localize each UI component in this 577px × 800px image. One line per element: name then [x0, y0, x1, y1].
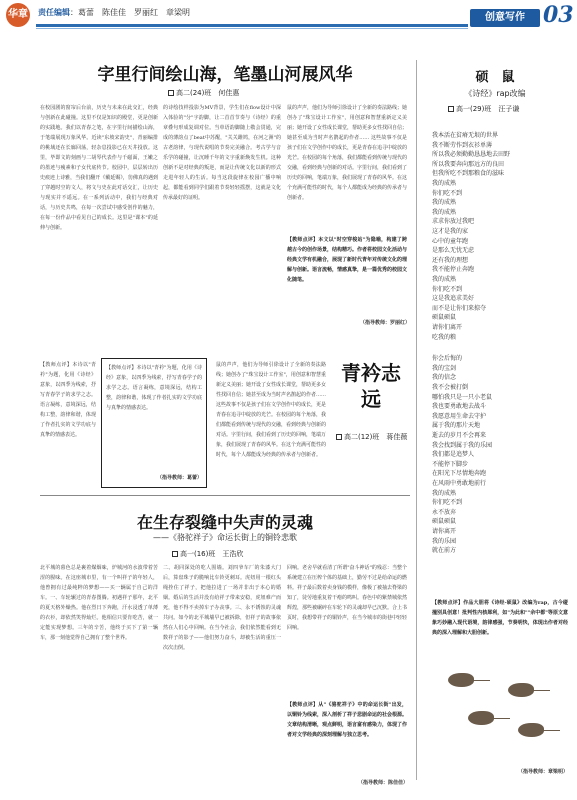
poem-line: 硕鼠硕鼠 [432, 518, 457, 526]
poem-line: 我不能停止奔跑 [432, 266, 475, 274]
poem-line: 但我所吃不到那粮食的滋味 [432, 170, 505, 178]
poem-line: 我的宝剑 [432, 364, 457, 372]
poem-line: 我也要勇敢地去战斗 [432, 403, 487, 411]
article3-column-2: 二、胡同深处的吃人围墙。刘四爷车厂的朱漆大门后，算盘珠子的脆响比车铃更刺耳。虎妞用一根红头绳拴住了祥子，把他拉进了一场并非出于本心的婚姻。婚后的生活并没有给祥子带来安稳，虎妞难产而死，他不得不卖掉车子办丧事。三、永不锈蚀的灵魂共问。如今的北平城墙早已被拆除，但祥子的故事依然在人们心中回响。在当今社会，我们依然能看到无数祥子的影子——他们努力奋斗，却被生活的重压一次次击倒。 [163, 565, 281, 651]
poem-line: 我的成熟 [432, 208, 457, 216]
article3-column-1: 北平城的暮色总是裹着煤烟味，炉城河的水波带着苦涩的腥味。在这座城市里，有一个叫祥子的年轻人，他曾拥有过最纯粹的梦想——买一辆属于自己的洋车。一、车轮辗过的青春图腾。初遇祥子那年，北平的夏天格外燥热。他在烈日下奔跑，汗水浸透了单薄的衣衫，却依然笑得灿烂。他相信只要肯吃苦，就一定能实现梦想。三年的辛苦，他终于买下了第一辆车，那一刻他觉得自己拥有了整个世界。 [40, 565, 158, 641]
poem-line: 我不会被打倒 [432, 384, 469, 391]
poem-line: 我不断劳作到衣衫单薄 [432, 141, 493, 149]
poem-line: 而不是让你们来掠夺 [432, 304, 487, 312]
article1-byline [168, 88, 239, 98]
poem-line: 这才是我的家 [432, 228, 469, 235]
poem-byline-text: 高一(29)班 汪子谦 [456, 105, 520, 113]
poem-line: 你会后悔的 [432, 355, 463, 363]
poem-line: 你们吃不到 [432, 285, 463, 293]
article2-poem-text: 鼠的声声，他们为导师引徐设计了全新的奏法路线；她创办了"珠宝设计工作室"，用创意和智慧重新定义美丽；她开设了女性成长课堂，帮助更多女性找回自信；她甚至成为当时声名鹊起的作者…… 这些故事不仅是孩子们在文学创作中的成长，更是青春在追寻中绽放的光芒。在校园的每个角落，我们都能看到传统与现代的交融，看到经典与创新的对话。字里行间，我们看到了历史的回响，笔端万象，我们展现了青春的风华。在这个充满可能性的时代，每个人都能成为经典的传承者与创新者。 [216, 362, 326, 458]
article1-title: 字里行间绘山海，笔墨山河展风华 [97, 65, 353, 85]
rat-icon [508, 683, 534, 697]
poem-line: 吃我的粮 [432, 333, 457, 341]
poem-line: 我的成熟 [432, 276, 457, 283]
poem-line: 所以我必须勤勤恳恳地去田野 [432, 151, 511, 159]
poem-line: 所以我要奔向那远方的良田 [432, 160, 505, 168]
poem-line: 在阳光下尽情地奔跑 [432, 470, 487, 478]
article1-byline-text: 高二(24)班 何佳惠 [176, 89, 240, 97]
article1-column-2: 的诗绘技样投影为MV背景，学生们在flow设计中深入体验的"分"字韵脚，让二首首节奏与《诗经》的重章叠句形成复调对位。当单语韵脚随上敬会贯通，完成的薄韵点了beat中苏醒，"关关雎鸠，在河之洲"的古老韵律，与现代说唱的节奏完美融合。考古学与音乐学的碰撞，让沉睡千年的文字重新焕发生机。这种创新不是对经典的叛逆，而是让传统文化以新的形式走进年轻人的生活。每当这段旋律在校园广播中响起，都能看到同学们跟着节奏轻轻摇摆，这就是文化传承最好的证明。 [163, 105, 281, 201]
poem-line: 求求你放过我吧 [432, 218, 475, 226]
article3-title: 在生存裂缝中失声的灵魂 [136, 513, 313, 532]
rat-icon [518, 723, 544, 737]
article3-byline [172, 549, 243, 559]
poem-line: 逝去的岁月不会再来 [432, 432, 487, 439]
header-rule [36, 24, 468, 27]
poem-line: 我的成熟 [432, 180, 457, 187]
poem-line: 永不放弃 [432, 508, 457, 516]
poem-line: 是那么无忧无虑 [432, 247, 475, 255]
article3-column-3: 回响。老舍早就看清了所谓"奋斗神话"的残忍：当整个系统建立在压榨个体的基础上，勤劳不过是给命运的燃料。祥子最后数着卖身钱的模样，像极了被抽去脊梁的知了，徒劳地重复着干瘪的鸣叫。春色中的紫禁城依然辉煌，那些被碾碎在车轮下的灵魂却早已沉默。合上书页时，我想带祥子的铜铃声，在当今城市的街巷中轻轻回响。 [287, 565, 407, 631]
poem-line: 你们吃不到 [432, 189, 463, 197]
poem-line: 请你离开 [432, 528, 457, 535]
poem-line: 还有我的理想 [432, 256, 469, 264]
article1-teacher-name: （指导教师：罗丽红） [359, 320, 410, 326]
page-header [0, 0, 577, 30]
editors-label: 责任编辑 [38, 8, 70, 17]
article2-comment-text: 【教师点评】本诗以"青衿"为题，化用《诗经》意象，以四季为线索，抒写青春学子的求学之志。语言凝练，意境深远，结构工整，韵律和谐，体现了作者扎实的文学功底与真挚的情感表达。 [106, 365, 202, 411]
newspaper-logo: 华章 [6, 3, 30, 27]
poem-line: 我的信念 [432, 374, 457, 382]
article3-subtitle: ——《骆驼祥子》命运长街上的铜铃悲歌 [153, 533, 297, 542]
article1-column-3: 鼠的声声，他们为导师引徐设计了全新的奏法路线；她创办了"珠宝设计工作室"，用创意和智慧重新定义美丽；她开设了女性成长课堂，帮助更多女性找回自信；她甚至成为当时声名鹊起的作者…… 这些故事不仅是孩子们在文学创作中的成长，更是青春在追寻中绽放的光芒。在校园的每个角落，我们都能看到传统与现代的交融，看到经典与创新的对话。字里行间，我们看到了历史的回响，笔端万象，我们展现了青春的风华。在这个充满可能性的时代，每个人都能成为经典的传承者与创新者。 [287, 105, 407, 201]
poem-line: 硕鼠硕鼠 [432, 314, 457, 322]
poem-byline [448, 104, 519, 114]
poem-line: 我的成熟 [432, 199, 457, 207]
poem-line: 请你们离开 [432, 324, 463, 331]
editors-names: ：葛蕾 陈佳佳 罗丽红 章梁明 [70, 8, 190, 17]
page-number: 03 [543, 2, 574, 28]
poem-line: 不能停下脚步 [432, 460, 469, 468]
poem-line: 我本活在贫瘠无垠的世界 [432, 132, 499, 139]
article3-teacher-comment: 【教师点评】从"《骆驼祥子》中的命运长街"出发，以铜铃为线索，深入剖析了祥子悲剧命运的社会根源。文章结构清晰，观点鲜明，语言富有感染力，体现了作者对文学经典的深刻理解与独立思考。 [287, 702, 407, 738]
byline-box-icon [172, 551, 178, 557]
article2-left-text: 【教师点评】本诗以"青衿"为题，化用《诗经》意象，以四季为线索，抒写青春学子的求学之志。语言凝练，意境深远，结构工整，韵律和谐，体现了作者扎实的文学功底与真挚的情感表达。 [40, 362, 96, 438]
poem-teacher-comment: 【教师点评】作品大胆将《诗经·硕鼠》改编为rap，古今碰撞别具创意！批判性内核犀利，如"为此和""余中都"等原文意象巧妙融入现代语境，韵律感强，节奏明快，体现出作者对经典的深入理解和大胆创新。 [432, 600, 568, 636]
article2-title: 青衿志远 [341, 361, 401, 411]
article2-byline-text: 高二(12)班 蒋佳薇 [344, 433, 408, 441]
article1-column-1: 在校园剧的窗帘后台前，历史与未来在此交汇，经典与创新在此碰撞。这里不仅是知识的殿堂，更是创新的实践地。我们以青春之笔，在字里行间描绘山海，于笔端展现万象风华。近读"东坡宋韵史"，青丽编排的桃域还在长廊回荡，轻杂息投影已在天井投放。这里，毕即文的刻画与二胡琴代表作与千磁面，王嫩之的墨迹与瘦素和子女代底传节。校园中，层层转出历史痕迹上诗雅，当我们翻开《戴延赐》，彷佛真的遇到了穿越时空的文人，将文与史在此对话交汇，让历史与现实并不遥远。在一系列活动中，我们与经典对话，与历史共鸣，在每一次尝试中感受创作的魅力，在每一份作品中看见自己的成长。这里是"课本"的延伸与创新。 [40, 105, 158, 231]
byline-box-icon [448, 106, 454, 112]
poem-title: 硕 鼠 [475, 70, 515, 85]
column-divider [416, 60, 417, 780]
article2-byline [336, 432, 407, 442]
poem-line: 我的乐园 [432, 537, 457, 545]
byline-box-icon [168, 90, 174, 96]
rat-icon [448, 673, 474, 687]
article1-teacher-comment: 【教师点评】本文以"时空穿梭站"为隐喻，构建了跨越古今的创作场景，结构精巧。作者将校园文化活动与经典文学有机融合，展现了新时代青年对传统文化的理解与创新。语言流畅，情感真挚，是一篇优秀的校园文化随笔。 [287, 237, 407, 283]
poem-line: 我愿意用生命去守护 [432, 412, 487, 420]
rat-illustration [438, 663, 568, 753]
article3-byline-text: 高一(16)班 王浩欣 [180, 550, 244, 558]
poem-line: 心中的童年跑 [432, 237, 469, 245]
article2-comment-box [101, 358, 207, 488]
editors-line [38, 7, 190, 18]
poem-line: 这是我追求美好 [432, 295, 475, 303]
article3-teacher-name: （指导教师：陈佳佳） [357, 780, 408, 786]
poem-line: 我会找到属于我的乐园 [432, 441, 493, 449]
article2-teacher-name: （指导教师：葛蕾） [156, 475, 202, 481]
header-rule-thin [36, 28, 468, 29]
byline-box-icon [336, 434, 342, 440]
section-tab: 创意写作 [470, 9, 540, 27]
poem-line: 就在前方 [432, 547, 457, 555]
poem-line: 在风雨中勇敢地前行 [432, 480, 487, 487]
poem-line: 我的成熟 [432, 489, 457, 497]
rat-icon [468, 711, 494, 725]
poem-line: 我们都是追梦人 [432, 451, 475, 459]
poem-line: 哪怕我只是一只小老鼠 [432, 393, 493, 401]
poem-line: 属于我的那片天地 [432, 422, 481, 430]
poem-subtitle: 《诗经》rap改编 [464, 89, 526, 98]
poem-line: 你们吃不到 [432, 499, 463, 507]
article3-top-rule [40, 495, 410, 496]
poem-teacher-name: （指导教师：章梁明） [517, 769, 568, 775]
